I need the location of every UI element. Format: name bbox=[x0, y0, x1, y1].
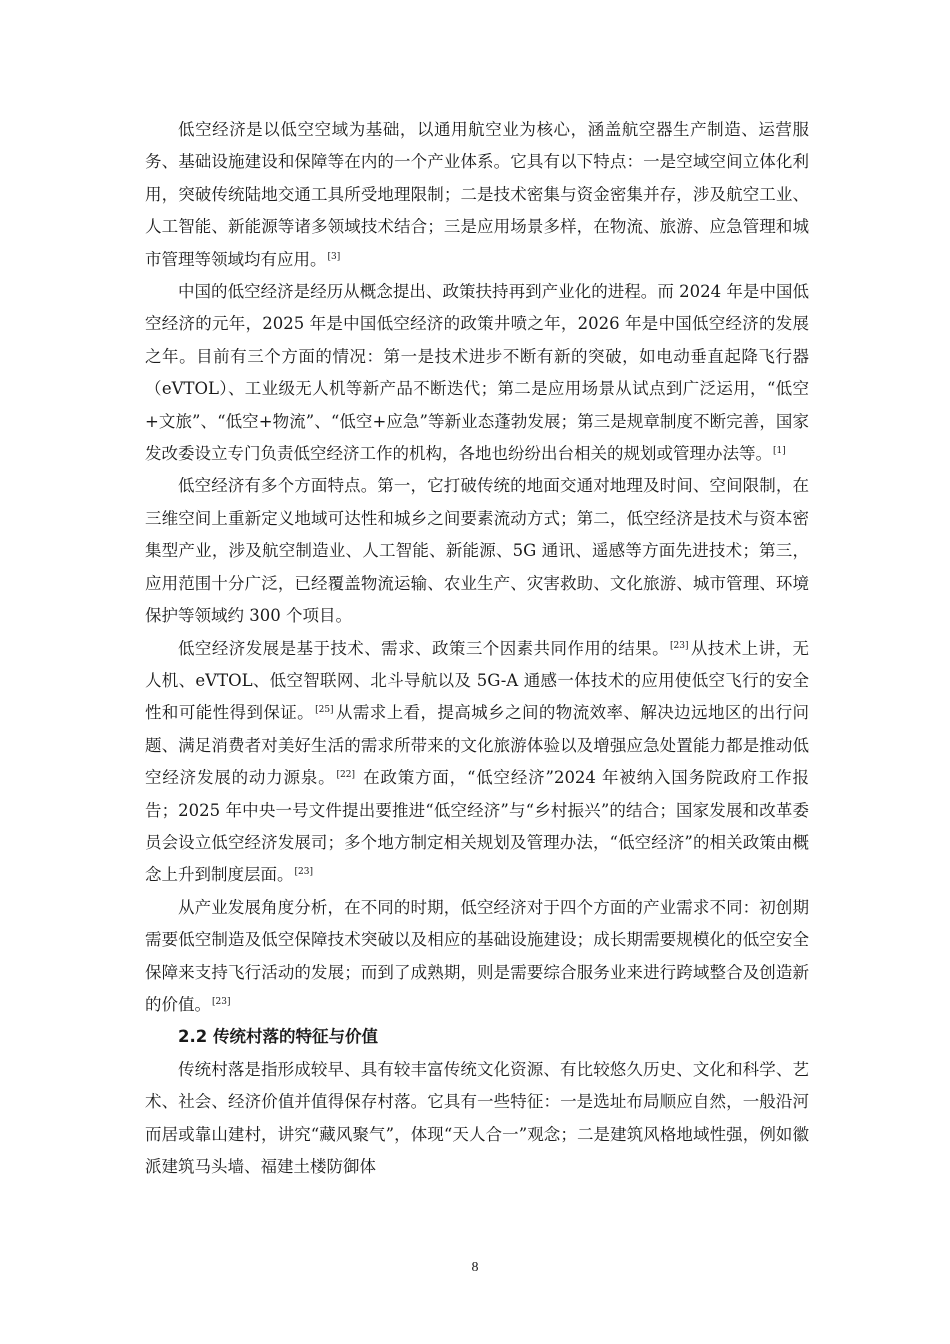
paragraph-low-altitude-definition bbox=[145, 114, 809, 276]
paragraph-characteristics bbox=[145, 470, 809, 632]
paragraph-text: 在政策方面，“低空经济”2024 年被纳入国务院政府工作报告；2025 年中央一号文件提出要推进“低空经济”与“乡村振兴”的结合；国家发展和改革委员会设立低空经济发展司；多个地方制定相关规划及管理办法，“低空经济”的相关政策由概念上升到制度层面。 bbox=[145, 768, 810, 885]
paragraph-text: 从需求上看，提高城乡之间的物流效率、解决边远地区的出行问题、满足消费者对美好生活的需求所带来的文化旅游体验以及增强应急处置能力都是推动低空经济发展的动力源泉。 bbox=[145, 703, 810, 788]
citation-mark: [22] bbox=[336, 770, 355, 781]
citation-mark: [23] bbox=[212, 996, 231, 1007]
paragraph-text: 从产业发展角度分析，在不同的时期，低空经济对于四个方面的产业需求不同：初创期需要低空制造及低空保障技术突破以及相应的基础设施建设；成长期需要规模化的低空安全保障来支持飞行活动的发展；而到了成熟期，则是需要综合服务业来进行跨域整合及创造新的价值。 bbox=[145, 897, 809, 1014]
citation-mark: [25] bbox=[315, 705, 334, 716]
citation-mark: [3] bbox=[327, 251, 341, 262]
citation-mark: [1] bbox=[773, 446, 786, 457]
paragraph-industry-stages bbox=[145, 892, 809, 1022]
paragraph-china-development bbox=[145, 276, 809, 470]
citation-mark: [23] bbox=[294, 867, 313, 878]
page-number: 8 bbox=[471, 1260, 479, 1275]
paragraph-driving-factors bbox=[145, 633, 809, 892]
paragraph-text: 中国的低空经济是经历从概念提出、政策扶持再到产业化的进程。而 2024 年是中国低空经济的元年，2025 年是中国低空经济的政策井喷之年，2026 年是中国低空经济的发展之年。目前有三个方面的情况：第一是技术进步不断有新的突破，如电动垂直起降飞行器（eVTOL）、工业级无人机等新产品不断迭代；第二是应用场景从试点到广泛运用，“低空+文旅”、“低空+物流”、“低空+应急”等新业态蓬勃发展；第三是规章制度不断完善，国家发改委设立专门负责低空经济工作的机构，各地也纷纷出台相关的规划或管理办法等。 bbox=[145, 282, 809, 464]
paragraph-text: 传统村落是指形成较早、具有较丰富传统文化资源、有比较悠久历史、文化和科学、艺术、社会、经济价值并值得保存村落。它具有一些特征：一是选址布局顺应自然，一般沿河而居或靠山建村，讲究“藏风聚气”，体现“天人合一”观念；二是建筑风格地域性强，例如徽派建筑马头墙、福建土楼防御体 bbox=[145, 1059, 809, 1176]
body-text bbox=[145, 114, 809, 1183]
paragraph-traditional-villages bbox=[145, 1054, 809, 1184]
section-heading: 2.2 传统村落的特征与价值 bbox=[178, 1027, 378, 1047]
paragraph-text: 低空经济有多个方面特点。第一，它打破传统的地面交通对地理及时间、空间限制，在三维空间上重新定义地域可达性和城乡之间要素流动方式；第二，低空经济是技术与资本密集型产业，涉及航空制造业、人工智能、新能源、5G 通讯、遥感等方面先进技术；第三，应用范围十分广泛，已经覆盖物流运输、农业生产、灾害救助、文化旅游、城市管理、环境保护等领域约 300 个项目。 bbox=[145, 476, 809, 626]
citation-mark: [23] bbox=[670, 640, 689, 651]
paragraph-text: 低空经济发展是基于技术、需求、政策三个因素共同作用的结果。 bbox=[178, 638, 669, 658]
paragraph-text: 低空经济是以低空空域为基础，以通用航空业为核心，涵盖航空器生产制造、运营服务、基础设施建设和保障等在内的一个产业体系。它具有以下特点：一是空域空间立体化利用，突破传统陆地交通工具所受地理限制；二是技术密集与资金密集并存，涉及航空工业、人工智能、新能源等诸多领域技术结合；三是应用场景多样，在物流、旅游、应急管理和城市管理等领域均有应用。 bbox=[145, 120, 809, 269]
paragraph-text: 从技术上讲，无人机、eVTOL、低空智联网、北斗导航以及 5G-A 通感一体技术的应用使低空飞行的安全性和可能性得到保证。 bbox=[145, 638, 810, 723]
